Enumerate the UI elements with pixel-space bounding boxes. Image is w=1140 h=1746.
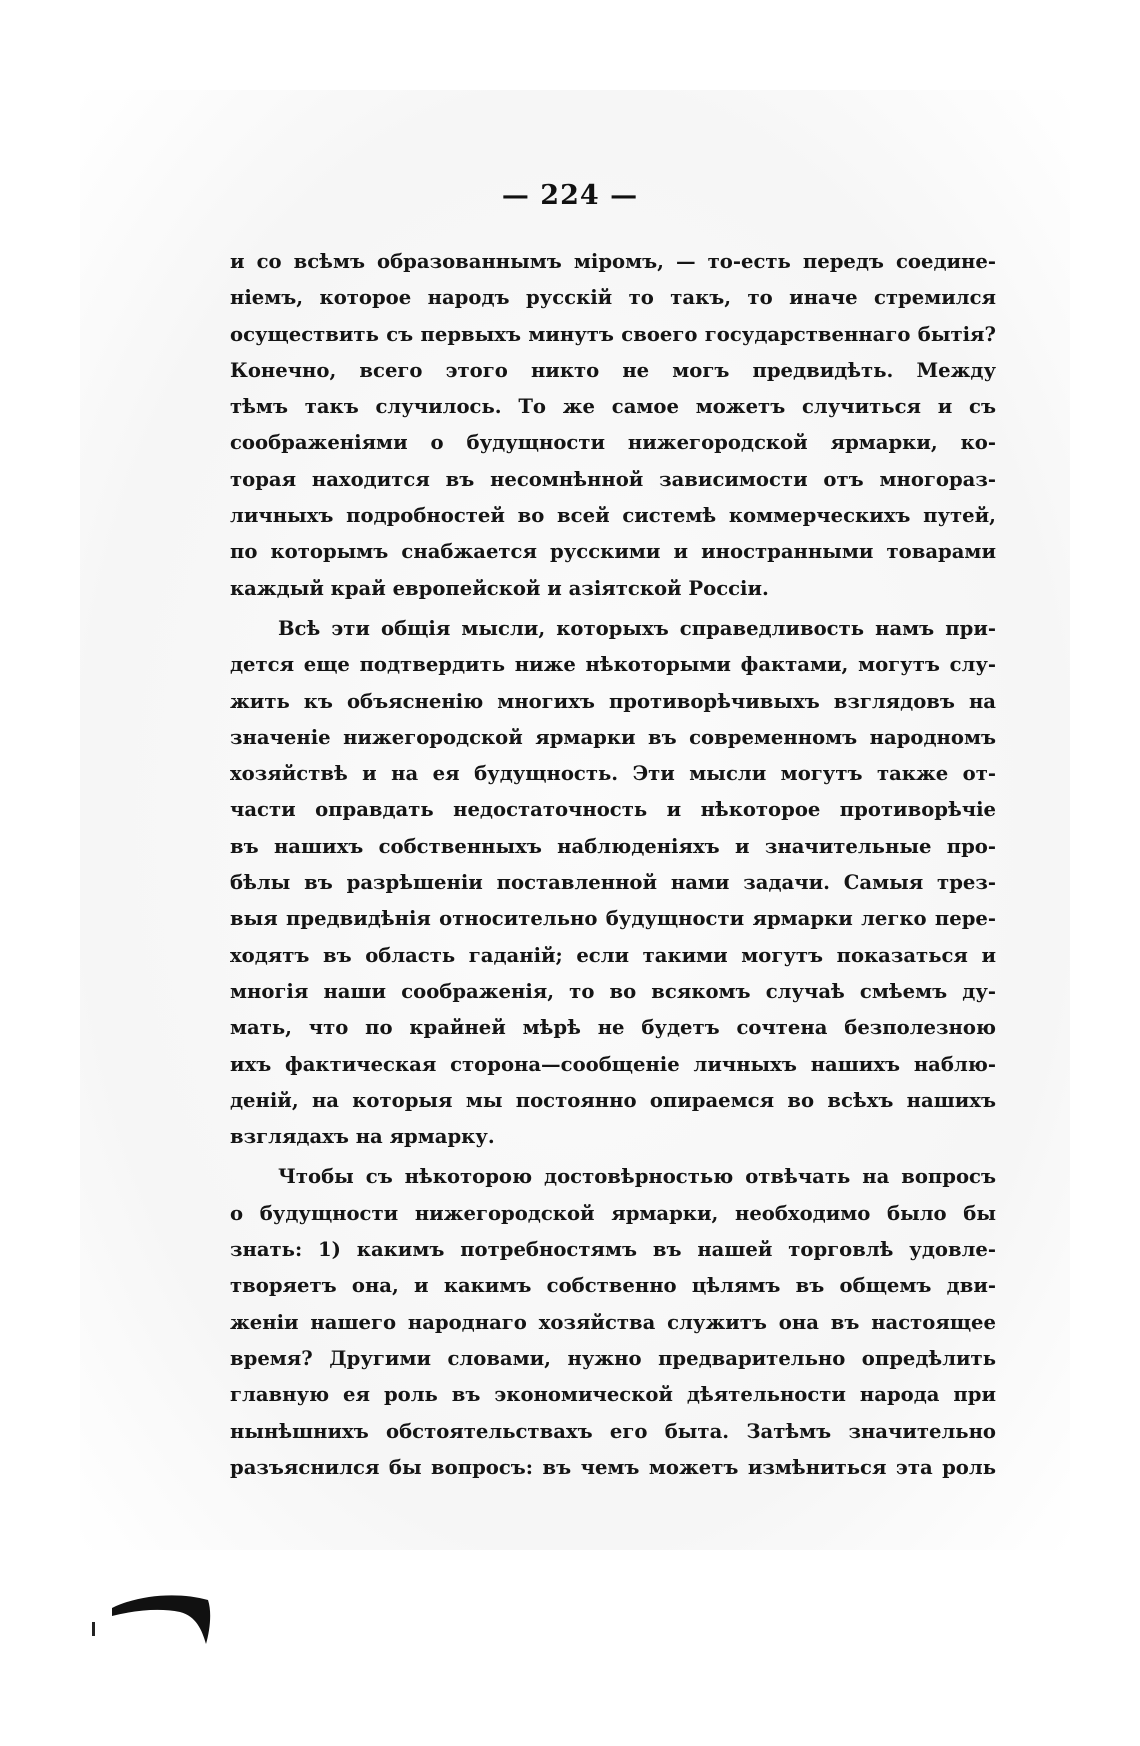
text-line: и со всѣмъ образованнымъ міромъ, — то-есть передъ соедине- — [230, 250, 996, 273]
text-line: въ нашихъ собственныхъ наблюденіяхъ и значительные про- — [230, 834, 996, 858]
text-line: женіи нашего народнаго хозяйства служитъ она въ настоящее — [230, 1310, 996, 1334]
text-line: ихъ фактическая сторона—сообщеніе личныхъ нашихъ наблю- — [230, 1052, 996, 1076]
paragraph-3 — [230, 1159, 996, 1486]
text-line: главную ея роль въ экономической дѣятельности народа при — [230, 1383, 996, 1407]
text-line: выя предвидѣнія относительно будущности ярмарки легко пере- — [230, 907, 996, 931]
ink-smudge-icon — [110, 1586, 215, 1646]
text-line: Конечно, всего этого никто не могъ предвидѣть. Между — [230, 358, 996, 382]
text-line: многія наши соображенія, то во всякомъ случаѣ смѣемъ ду- — [230, 979, 996, 1003]
paragraph-2 — [230, 611, 996, 1155]
text-line: Чтобы съ нѣкоторою достовѣрностью отвѣчать на вопросъ — [278, 1165, 996, 1189]
text-line: нынѣшнихъ обстоятельствахъ его быта. Затѣмъ значительно — [230, 1419, 996, 1443]
text-line: тѣмъ такъ случилось. То же самое можетъ случиться и съ — [230, 395, 996, 419]
text-line: хозяйствѣ и на ея будущность. Эти мысли могутъ также от- — [230, 762, 996, 786]
page-number: — 224 — — [501, 180, 639, 211]
text-line: по которымъ снабжается русскими и иностранными товарами — [230, 540, 996, 564]
text-line: деній, на которыя мы постоянно опираемся во всѣхъ нашихъ — [230, 1088, 996, 1112]
scan-mark — [92, 1622, 95, 1636]
text-line: торая находится въ несомнѣнной зависимости отъ многораз- — [230, 467, 996, 491]
text-line: мать, что по крайней мѣрѣ не будетъ сочтена безполезною — [230, 1016, 996, 1040]
text-line: время? Другими словами, нужно предварительно опредѣлить — [230, 1346, 996, 1370]
body-text — [230, 244, 996, 1486]
text-line: осуществить съ первыхъ минутъ своего государственнаго бытія? — [230, 322, 996, 346]
text-line: о будущности нижегородской ярмарки, необходимо было бы — [230, 1201, 996, 1225]
paragraph-1 — [230, 244, 996, 607]
text-line: взглядахъ на ярмарку. — [230, 1125, 495, 1149]
text-line: знать: 1) какимъ потребностямъ въ нашей торговлѣ удовле- — [230, 1238, 996, 1262]
text-line: разъяснился бы вопросъ: въ чемъ можетъ измѣниться эта роль — [230, 1455, 996, 1479]
text-line: Всѣ эти общія мысли, которыхъ справедливость намъ при- — [278, 616, 996, 640]
text-line: значеніе нижегородской ярмарки въ современномъ народномъ — [230, 725, 996, 749]
text-line: ніемъ, которое народъ русскій то такъ, то иначе стремился — [230, 286, 996, 310]
text-line: ходятъ въ область гаданій; если такими могутъ показаться и — [230, 943, 996, 967]
text-line: личныхъ подробностей во всей системѣ коммерческихъ путей, — [230, 504, 996, 528]
text-line: каждый край европейской и азіятской Россіи. — [230, 576, 769, 600]
text-line: дется еще подтвердить ниже нѣкоторыми фактами, могутъ слу- — [230, 653, 996, 677]
text-line: творяетъ она, и какимъ собственно цѣлямъ въ общемъ дви- — [230, 1274, 996, 1298]
text-line: жить къ объясненію многихъ противорѣчивыхъ взглядовъ на — [230, 689, 996, 713]
text-line: бѣлы въ разрѣшеніи поставленной нами задачи. Самыя трез- — [230, 871, 996, 895]
text-line: части оправдать недостаточность и нѣкоторое противорѣчіе — [230, 798, 996, 822]
text-line: соображеніями о будущности нижегородской ярмарки, ко- — [230, 431, 996, 455]
